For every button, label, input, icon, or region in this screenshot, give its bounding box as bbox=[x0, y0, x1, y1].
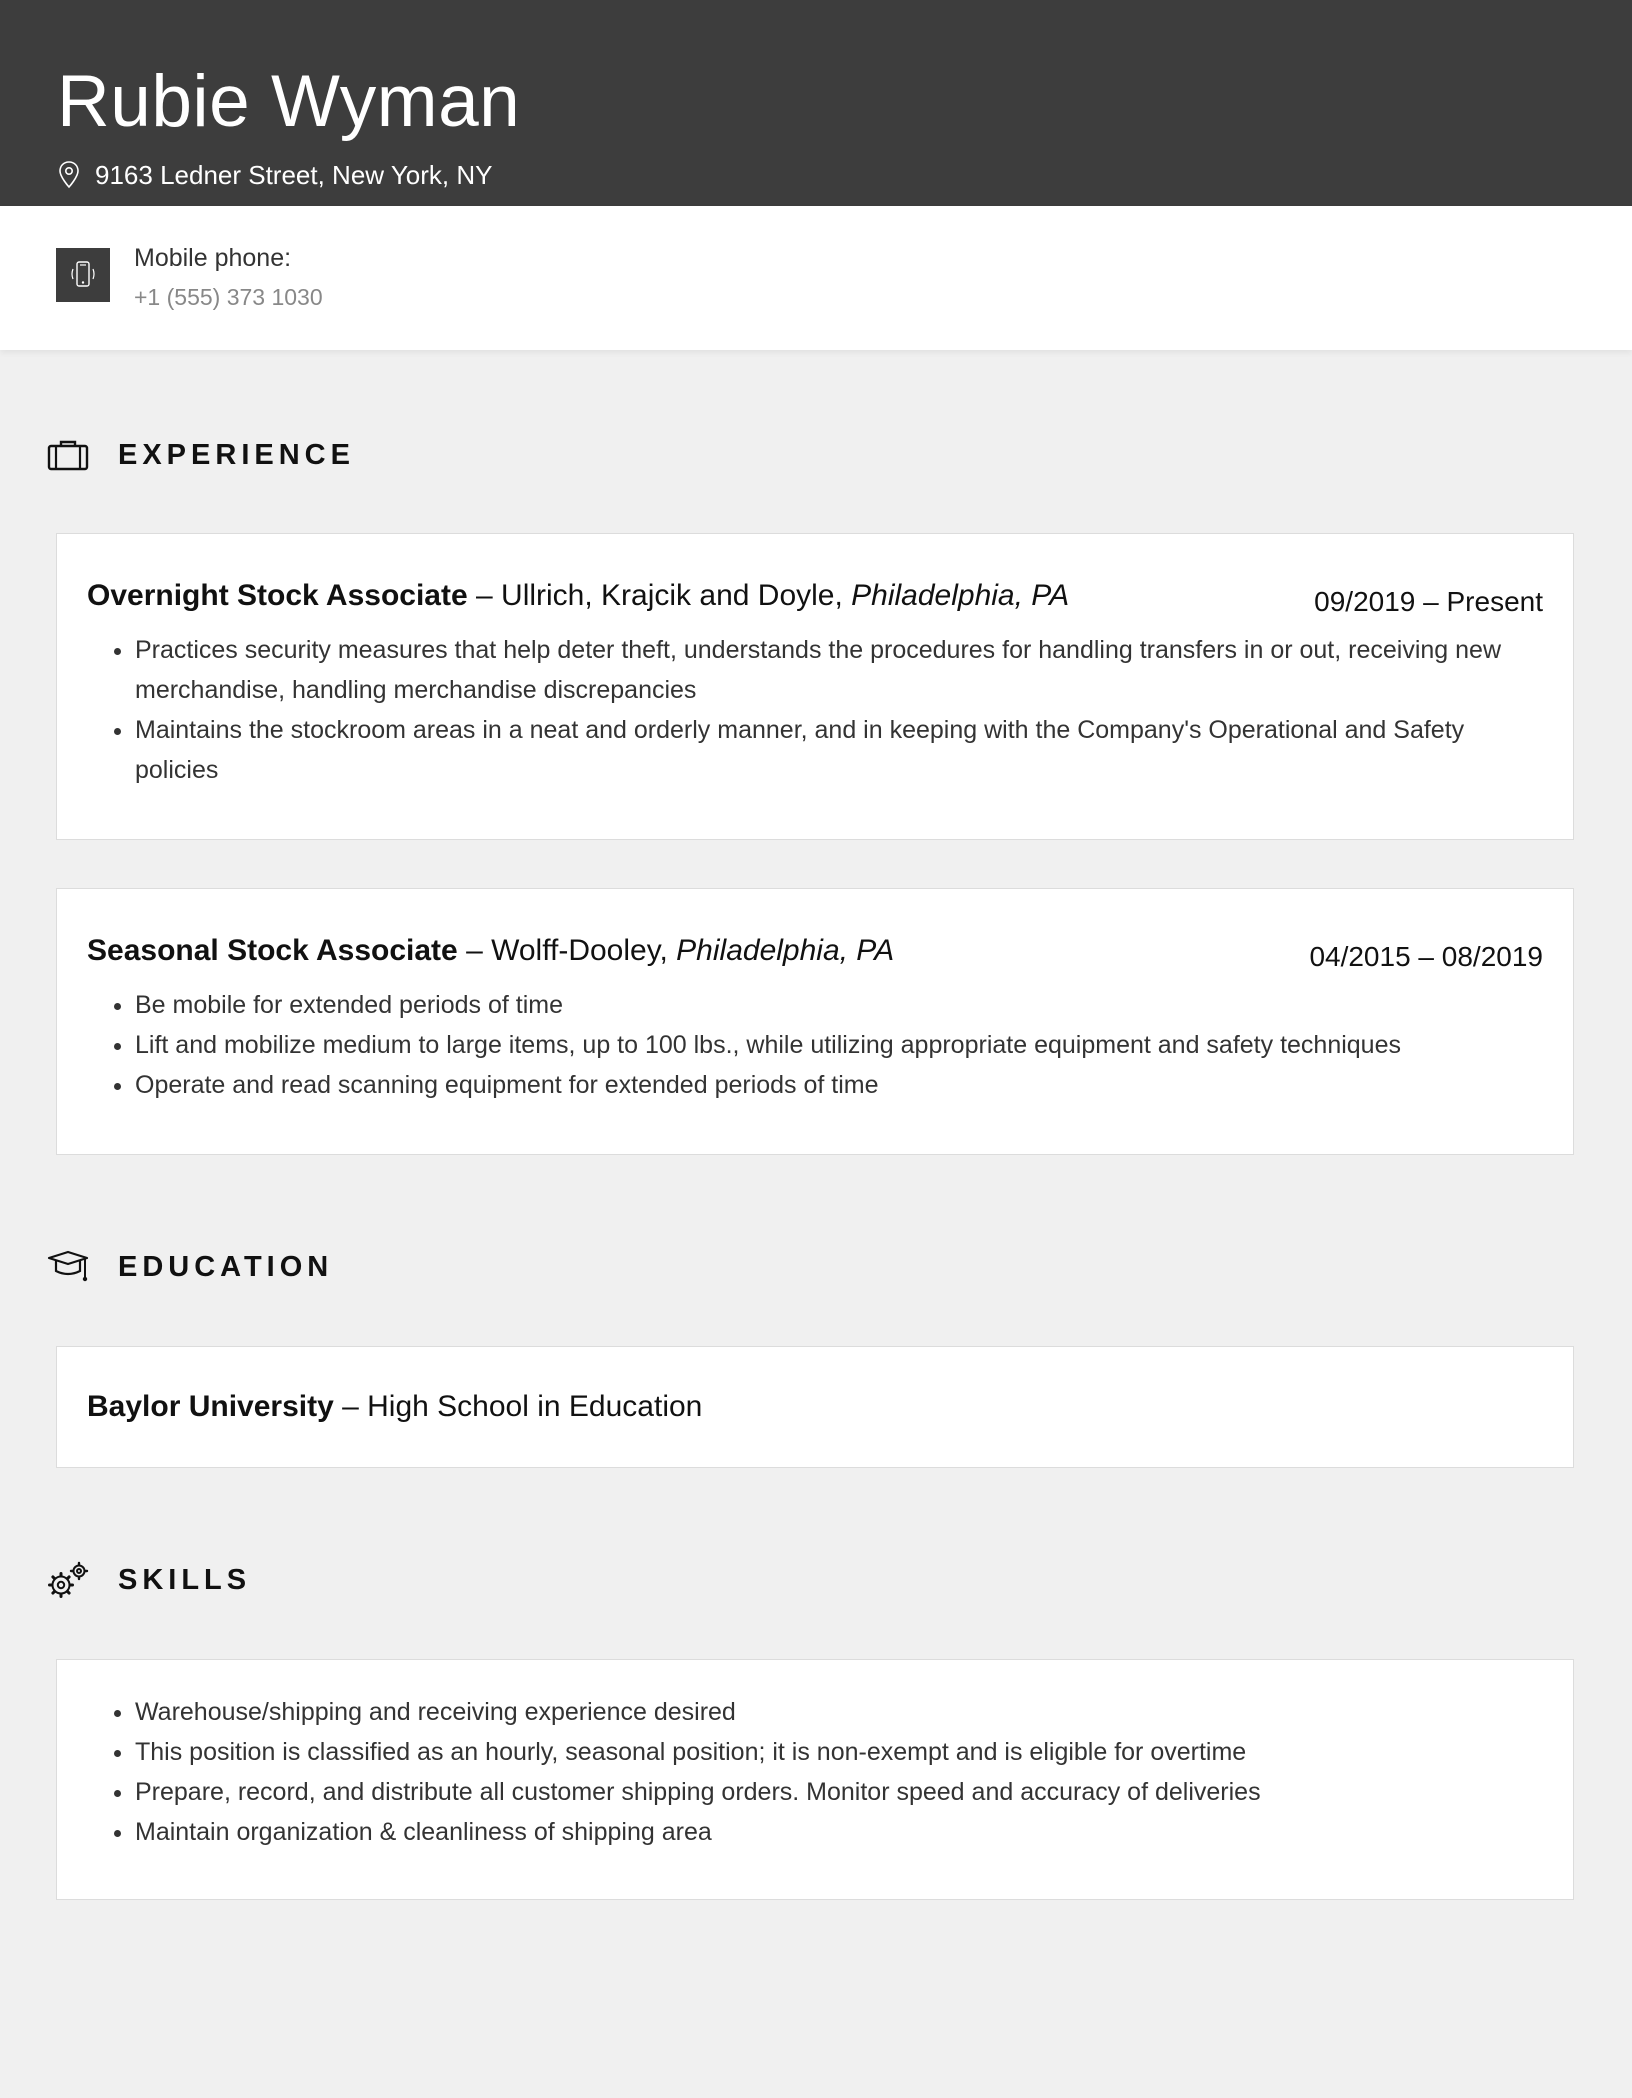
school-name: Baylor University bbox=[87, 1390, 334, 1423]
address-line bbox=[57, 158, 492, 192]
skills-card bbox=[56, 1659, 1574, 1900]
job-location: Philadelphia, PA bbox=[851, 579, 1070, 612]
phone-label: Mobile phone: bbox=[134, 244, 292, 272]
entry-title bbox=[87, 1387, 702, 1427]
resume-header bbox=[0, 0, 1632, 206]
education-entry bbox=[56, 1346, 1574, 1468]
phone-number[interactable]: +1 (555) 373 1030 bbox=[134, 284, 323, 310]
contact-bar bbox=[0, 206, 1632, 350]
section-title-skills: SKILLS bbox=[118, 1563, 252, 1596]
job-dates: 04/2015 – 08/2019 bbox=[1309, 941, 1543, 972]
list-item: • This position is classified as an hourly, seasonal position; it is non-exempt and is eligible for overtime bbox=[135, 1732, 1543, 1772]
degree: High School in Education bbox=[367, 1390, 703, 1423]
title-comma: , bbox=[659, 934, 677, 967]
job-duties bbox=[87, 985, 1543, 1105]
experience-heading bbox=[46, 435, 355, 475]
title-separator: – bbox=[457, 934, 492, 967]
list-item: • Maintain organization & cleanliness of shipping area bbox=[135, 1812, 1543, 1852]
briefcase-icon bbox=[46, 435, 90, 475]
job-title: Overnight Stock Associate bbox=[87, 579, 468, 612]
experience-entry bbox=[56, 533, 1574, 840]
company-name: Ullrich, Krajcik and Doyle bbox=[501, 579, 835, 612]
title-comma: , bbox=[834, 579, 852, 612]
entry-title bbox=[87, 576, 1069, 616]
list-item: • Warehouse/shipping and receiving experience desired bbox=[135, 1692, 1543, 1732]
job-title: Seasonal Stock Associate bbox=[87, 934, 458, 967]
candidate-name: Rubie Wyman bbox=[57, 61, 521, 142]
graduation-cap-icon bbox=[46, 1247, 90, 1287]
skills-list bbox=[87, 1692, 1543, 1852]
title-separator: – bbox=[467, 579, 502, 612]
company-name: Wolff-Dooley bbox=[491, 934, 660, 967]
education-heading bbox=[46, 1247, 333, 1287]
list-item: • Maintains the stockroom areas in a neat and orderly manner, and in keeping with the Company's Operational and Safety policies bbox=[135, 710, 1543, 790]
title-separator: – bbox=[333, 1390, 368, 1423]
address-text: 9163 Ledner Street, New York, NY bbox=[95, 160, 493, 190]
list-item: • Prepare, record, and distribute all customer shipping orders. Monitor speed and accuracy of deliveries bbox=[135, 1772, 1543, 1812]
section-title-experience: EXPERIENCE bbox=[118, 438, 355, 471]
location-pin-icon bbox=[57, 160, 81, 190]
list-item: • Practices security measures that help deter theft, understands the procedures for handling transfers in or out, receiving new merchandise, handling merchandise discrepancies bbox=[135, 630, 1543, 710]
mobile-phone-icon bbox=[56, 248, 110, 302]
job-duties bbox=[87, 630, 1543, 790]
list-item: • Lift and mobilize medium to large items, up to 100 lbs., while utilizing appropriate equipment and safety techniques bbox=[135, 1025, 1543, 1065]
experience-entry bbox=[56, 888, 1574, 1155]
skills-heading bbox=[46, 1560, 251, 1600]
job-location: Philadelphia, PA bbox=[676, 934, 895, 967]
list-item: • Operate and read scanning equipment for extended periods of time bbox=[135, 1065, 1543, 1105]
section-title-education: EDUCATION bbox=[118, 1250, 334, 1283]
gears-icon bbox=[46, 1560, 90, 1600]
list-item: • Be mobile for extended periods of time bbox=[135, 985, 1543, 1025]
entry-title bbox=[87, 931, 894, 971]
job-dates: 09/2019 – Present bbox=[1314, 586, 1543, 617]
